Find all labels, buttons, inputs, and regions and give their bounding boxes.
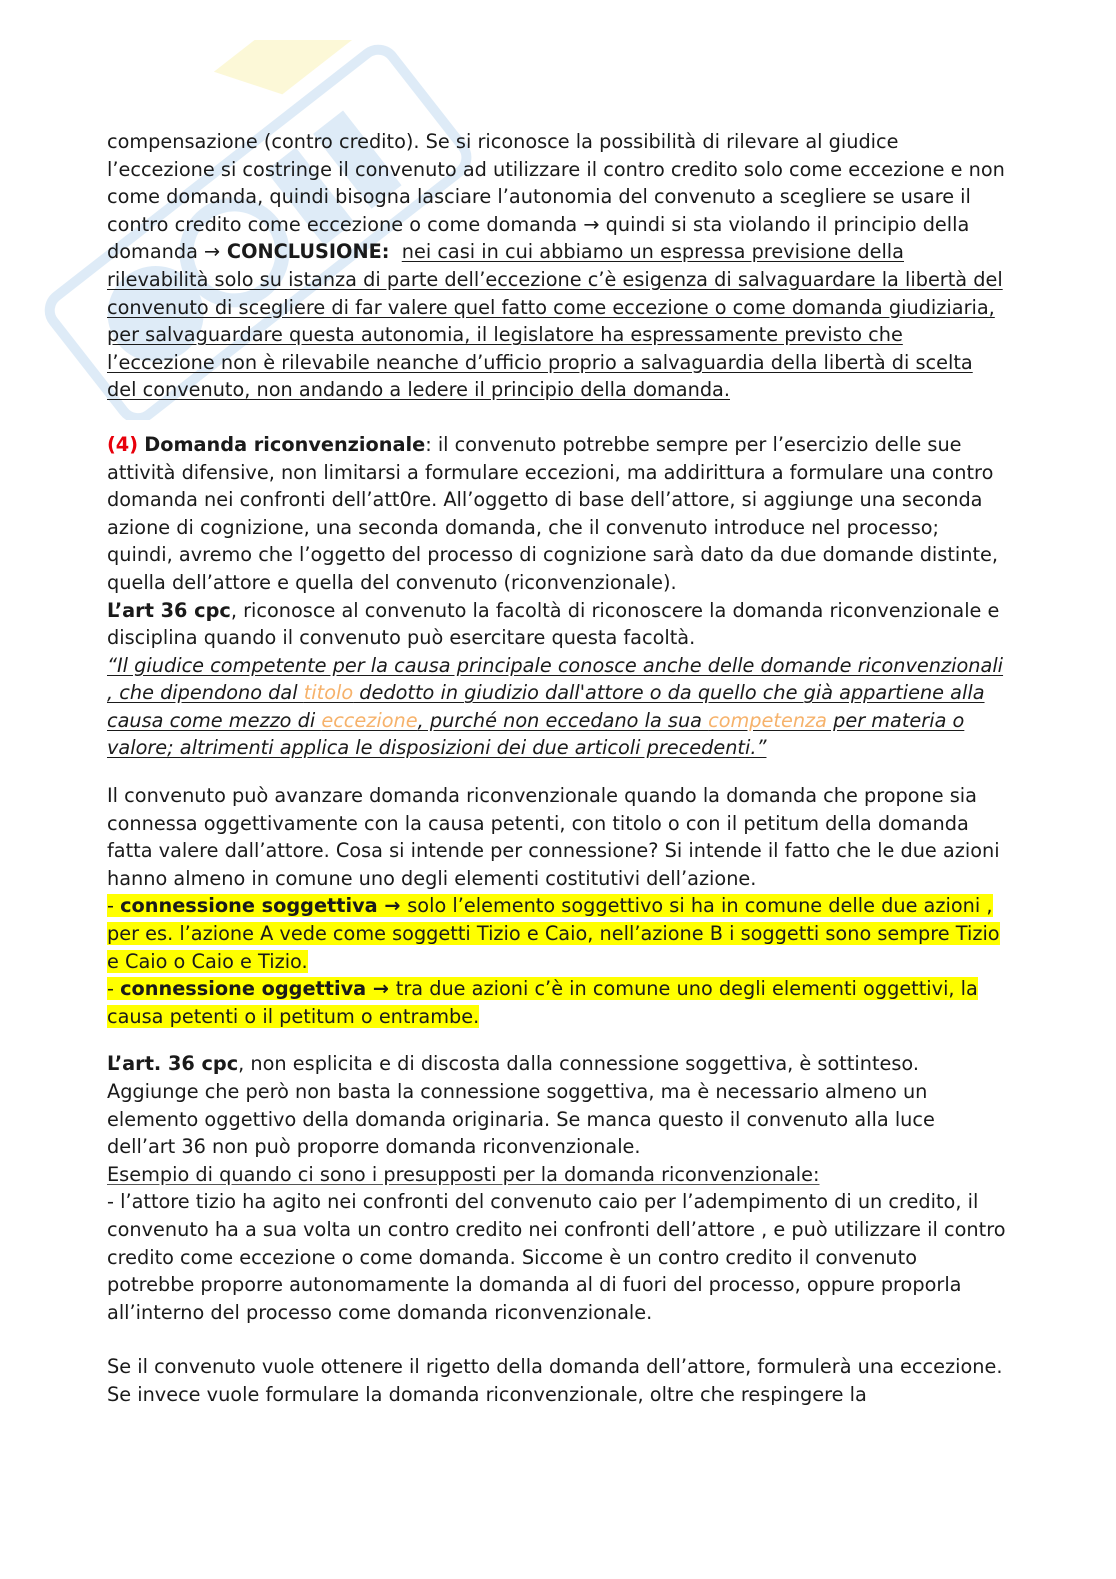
term-connessione-soggettiva: connessione soggettiva — [120, 894, 378, 918]
conclusione-label: CONCLUSIONE: — [220, 240, 390, 264]
definition-text: solo l’elemento soggettivo si ha in comune delle due azioni , per es. l’azione A vede come soggetti Tizio e Caio, nell’azione B i soggetti sono sempre Tizio e Caio o Caio e Tizio. — [107, 894, 1000, 973]
text-run: compensazione (contro credito). Se si riconosce la possibilità di rilevare al giudice l’eccezione si costringe il convenuto ad utilizzare il contro credito solo come eccezione e non come domanda, quindi bisogna lasciare l’autonomia del convenuto a scegliere se usare il contro credito come eccezione o come domanda — [107, 130, 1005, 236]
text-run: quindi si sta violando il principio della domanda — [107, 212, 970, 264]
document-page — [107, 128, 1007, 1409]
art-reference: L’art 36 cpc — [107, 598, 231, 622]
example-text: - l’attore tizio ha agito nei confronti del convenuto caio per l’adempimento di un credito, il convenuto ha a sua volta un contro credito nei confronti dell’attore , e può utilizzare il contro credito come eccezione o come domanda. Siccome è un contro credito il convenuto potrebbe proporre autonomamente la domanda al di fuori del processo, oppure proporla all’interno del processo come domanda riconvenzionale. — [107, 1190, 1006, 1324]
list-dash: - — [107, 894, 121, 918]
art-reference: L’art. 36 cpc — [107, 1052, 239, 1076]
example-heading: Esempio di quando ci sono i presupposti per la domanda riconvenzionale: — [107, 1162, 820, 1186]
section-title: Domanda riconvenzionale — [144, 432, 426, 456]
art-text: , non esplicita e di discosta dalla connessione soggettiva, è sottinteso. Aggiunge che però non basta la connessione soggettiva, ma è necessario almeno un elemento oggettivo della domanda originaria. Se manca questo il convenuto alla luce dell’art 36 non può proporre domanda riconvenzionale. — [107, 1052, 935, 1159]
arrow-icon: → — [377, 894, 408, 918]
paragraph-connessione: Il convenuto può avanzare domanda riconvenzionale quando la domanda che propone sia connessa oggettivamente con la causa petenti, con titolo o con il petitum della domanda fatta valere dall’attore. Cosa si intende per connessione? Si intende il fatto che le due azioni hanno almeno in comune uno degli elementi costitutivi dell’azione. — [107, 784, 1000, 890]
link-titolo[interactable]: titolo — [303, 681, 354, 705]
quote-text: , purché non eccedano la sua — [417, 708, 709, 732]
list-dash: - — [107, 977, 121, 1001]
arrow-icon: → — [204, 240, 221, 264]
quote-text: per materia o valore; altrimenti applica le disposizioni dei due articoli precedenti.” — [107, 708, 965, 760]
quote-text: dedotto in giudizio dall'attore o da quello che già appartiene alla causa come mezzo di — [107, 681, 985, 732]
article-quote — [107, 652, 1007, 762]
definition-text: tra due azioni c’è in comune uno degli elementi oggettivi, la causa petenti o il petitum o entrambe. — [107, 977, 978, 1028]
list-item-connessione-soggettiva — [107, 892, 1007, 975]
section-number: (4) — [107, 432, 139, 456]
paragraph-art36 — [107, 597, 1007, 652]
arrow-icon: → — [583, 212, 600, 236]
art-text: , riconosce al convenuto la facoltà di riconoscere la domanda riconvenzionale e disciplina quando il convenuto può esercitare questa facoltà. — [107, 598, 1000, 650]
link-competenza[interactable]: competenza — [708, 708, 827, 732]
paragraph-domanda-riconvenzionale — [107, 431, 1007, 597]
conclusione-text: nei casi in cui abbiamo un espressa previsione della rilevabilità solo su istanza di parte dell’eccezione c’è esigenza di salvaguardare la libertà del convenuto di scegliere di far valere quel fatto come eccezione o come domanda giudiziaria, per salvaguardare questa autonomia, il legislatore ha espressamente previsto che l’eccezione non è rilevabile neanche d’ufficio proprio a salvaguardia della libertà di scelta del convenuto, non andando a ledere il principio della domanda. — [107, 240, 1003, 402]
link-eccezione[interactable]: eccezione — [321, 708, 418, 732]
quote-text: “Il giudice competente per la causa principale conosce anche delle domande riconvenzionali , che dipendono dal — [107, 653, 1004, 705]
paragraph-compensazione — [107, 128, 1007, 404]
section-text: : il convenuto potrebbe sempre per l’esercizio delle sue attività difensive, non limitarsi a formulare eccezioni, ma addirittura a formulare una contro domanda nei confronti dell’att0re. All’oggetto di base dell’attore, si aggiunge una seconda azione di cognizione, una seconda domanda, che il convenuto introduce nel processo; quindi, avremo che l’oggetto del processo di cognizione sarà dato da due domande distinte, quella dell’attore e quella del convenuto (riconvenzionale). — [107, 432, 999, 594]
paragraph-rigetto: Se il convenuto vuole ottenere il rigetto della domanda dell’attore, formulerà una eccezione. Se invece vuole formulare la domanda riconvenzionale, oltre che respingere la — [107, 1355, 1003, 1406]
list-item-connessione-oggettiva — [107, 975, 1007, 1030]
term-connessione-oggettiva: connessione oggettiva — [120, 977, 367, 1001]
arrow-icon: → — [366, 977, 396, 1001]
paragraph-art36-bis — [107, 1050, 1007, 1160]
